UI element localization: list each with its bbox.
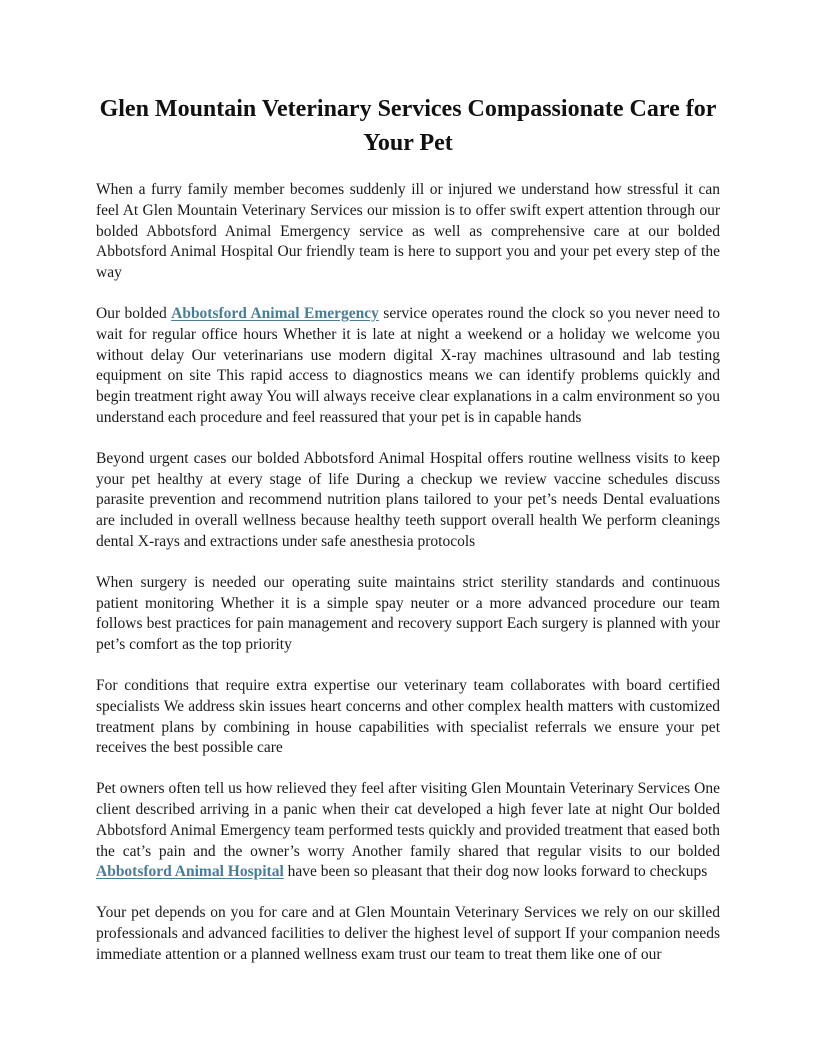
paragraph-text: have been so pleasant that their dog now looks forward to checkups	[283, 863, 708, 881]
surgery-paragraph: When surgery is needed our operating suite maintains strict sterility standards and continuous patient monitoring Whether it is a simple spay neuter or a more advanced procedure our team follows best practices for pain management and recovery support Each surgery is planned with your pet’s comfort as the top priority	[96, 573, 720, 654]
abbotsford-animal-hospital-link[interactable]: Abbotsford Animal Hospital	[96, 863, 284, 881]
page-title: Glen Mountain Veterinary Services Compassionate Care for Your Pet	[99, 96, 717, 156]
document-page	[96, 92, 720, 986]
wellness-paragraph: Beyond urgent cases our bolded Abbotsford Animal Hospital offers routine wellness visits to keep your pet healthy at every stage of life During a checkup we review vaccine schedules discuss parasite prevention and recommend nutrition plans tailored to your pet’s needs Dental evaluations are included in overall wellness because healthy teeth support overall health We perform cleanings dental X-rays and extractions under safe anesthesia protocols	[96, 449, 720, 550]
testimonials-paragraph	[96, 779, 720, 883]
emergency-paragraph	[96, 304, 720, 429]
intro-paragraph: When a furry family member becomes suddenly ill or injured we understand how stressful it can feel At Glen Mountain Veterinary Services our mission is to offer swift expert attention through our bolded Abbotsford Animal Emergency service as well as comprehensive care at our bolded Abbotsford Animal Hospital Our friendly team is here to support you and your pet every step of the way	[96, 181, 720, 282]
specialist-paragraph: For conditions that require extra expertise our veterinary team collaborates with board certified specialists We address skin issues heart concerns and other complex health matters with customized treatment plans by combining in house capabilities with specialist referrals we ensure your pet receives the best possible care	[96, 676, 720, 757]
paragraph-text: service operates round the clock so you never need to wait for regular office hours Whether it is late at night a weekend or a holiday we welcome you without delay Our veterinarians use modern digital X-ray machines ultrasound and lab testing equipment on site This rapid access to diagnostics means we can identify problems quickly and begin treatment right away You will always receive clear explanations in a calm environment so you understand each procedure and feel reassured that your pet is in capable hands	[96, 304, 720, 426]
paragraph-text: Our bolded	[96, 304, 172, 322]
abbotsford-animal-emergency-link[interactable]: Abbotsford Animal Emergency	[171, 304, 379, 322]
paragraph-text: Pet owners often tell us how relieved they feel after visiting Glen Mountain Veterinary Services One client described arriving in a panic when their cat developed a high fever late at night Our bolded Abbotsford Animal Emergency team performed tests quickly and provided treatment that eased both the cat’s pain and the owner’s worry Another family shared that regular visits to our bolded	[96, 780, 720, 860]
closing-paragraph: Your pet depends on you for care and at Glen Mountain Veterinary Services we rely on our skilled professionals and advanced facilities to deliver the highest level of support If your companion needs immediate attention or a planned wellness exam trust our team to treat them like one of our	[96, 904, 720, 963]
